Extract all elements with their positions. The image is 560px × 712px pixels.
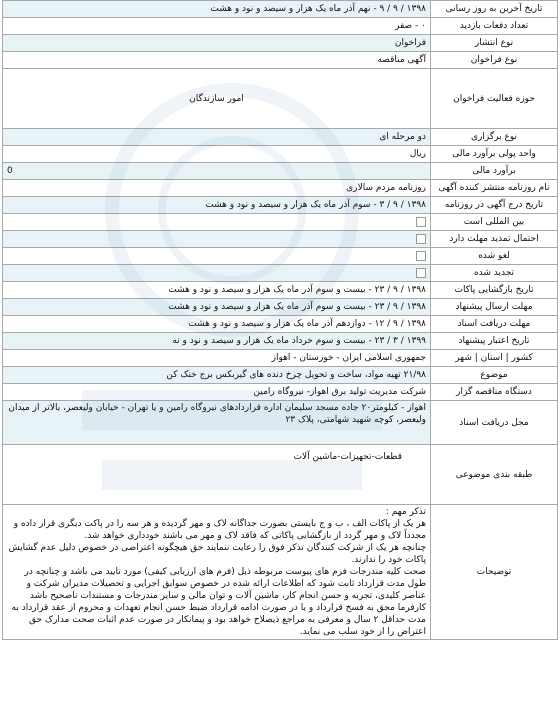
label-submission-deadline: مهلت ارسال پیشنهاد — [431, 299, 558, 316]
label-estimate: برآورد مالی — [431, 163, 558, 180]
value-submission-deadline: ۱۳۹۸ / ۹ / ۲۳ - بیست و سوم آذر ماه یک هزار و سیصد و نود و هشت — [3, 299, 431, 316]
value-renewed-cell — [3, 265, 431, 282]
label-opening-date: تاریخ بازگشایی پاکات — [431, 282, 558, 299]
value-category: قطعات-تجهیزات-ماشین آلات — [3, 445, 431, 505]
label-subject: موضوع — [431, 367, 558, 384]
value-doc-address: اهواز - کیلومتر۲۰ جاده مسجد سلیمان اداره قراردادهای نیروگاه رامین و یا تهران - خیابان ولیعصر، بالاتر از میدان ولیعصر، کوچه شهید شهامتی، پلاک ۲۳ — [3, 401, 431, 445]
row-publish-type — [3, 35, 558, 52]
row-call-type — [3, 52, 558, 69]
row-opening-date — [3, 282, 558, 299]
row-submission-deadline — [3, 299, 558, 316]
value-newspaper: روزنامه مردم سالاری — [3, 180, 431, 197]
value-activity-domain: امور سازندگان — [3, 69, 431, 129]
label-call-type: نوع فراخوان — [431, 52, 558, 69]
value-organizer: شرکت مدیریت تولید برق اهواز- نیروگاه رامین — [3, 384, 431, 401]
value-call-type: آگهی مناقصه — [3, 52, 431, 69]
label-international: بین المللی است — [431, 214, 558, 231]
label-renewed: تجدید شده — [431, 265, 558, 282]
row-document-deadline — [3, 316, 558, 333]
international-checkbox[interactable] — [416, 217, 426, 227]
label-category: طبقه بندی موضوعی — [431, 445, 558, 505]
description-paragraph: چنانچه هر یک از شرکت کنندگان تذکر فوق را رعایت ننمایند حق هیچگونه اعتراضی در خصوص دلیل عدم گشایش پاکات خود را ندارند. — [8, 543, 426, 565]
row-extension — [3, 231, 558, 248]
value-cancelled-cell — [3, 248, 431, 265]
label-publish-date: تاریخ آخرین به روز رسانی — [431, 1, 558, 18]
row-renewed — [3, 265, 558, 282]
row-organizer — [3, 384, 558, 401]
row-estimate — [3, 163, 558, 180]
row-newspaper-date — [3, 197, 558, 214]
label-doc-address: محل دریافت اسناد — [431, 401, 558, 445]
value-subject: ۲۱/۹۸ تهیه مواد، ساخت و تحویل چرخ دنده های گیربکس برج خنک کن — [3, 367, 431, 384]
value-newspaper-date: ۱۳۹۸ / ۹ / ۳ - سوم آذر ماه یک هزار و سیصد و نود و هشت — [3, 197, 431, 214]
label-currency: واحد پولی برآورد مالی — [431, 146, 558, 163]
value-publish-type: فراخوان — [3, 35, 431, 52]
label-newspaper-date: تاریخ درج آگهی در روزنامه — [431, 197, 558, 214]
label-activity-domain: حوزه فعالیت فراخوان — [431, 69, 558, 129]
value-visit-count: ۰ - صفر — [3, 18, 431, 35]
value-currency: ریال — [3, 146, 431, 163]
row-validity-date — [3, 333, 558, 350]
renewed-checkbox[interactable] — [416, 268, 426, 278]
info-table — [2, 0, 558, 640]
description-paragraph: هر یک از پاکات الف ، ب و ج بایستی بصورت جداگانه لاک و مهر گردیده و هر سه را در پاکت دیگری قرار داده و مجدداً لاک و مهر گردد از بازگشایی پاکاتی که فاقد لاک و مهر می باشند خودداری خواهد شد. — [13, 519, 426, 541]
row-cancelled — [3, 248, 558, 265]
description-paragraph: صحت کلیه مندرجات فرم های پیوست مربوطه ذیل (فرم های ارزیابی کیفی) مورد تایید می باشد و چنانچه در طول مدت قرارداد ثابت شود که اطلاعات ارائه شده در خصوص سوابق اجرایی و تحصیلات مدیران شرکت و عناصر کلیدی، تجربه و حسن انجام کار، ماشین آلات و توان مالی و سایر مندرجات و مستندات ناصحیح باشد کارفرما محق به فسخ قرارداد و یا در صورت ادامه قرارداد ضبط حسن انجام تعهدات و محروم از عقد قرارداد به مدت حداقل ۲ سال و معرفی به مراجع ذیصلاح خواهد بود و پیمانکار در صورت عدم اثبات صحت مدارک حق اعتراض را از خود سلب می نماید. — [11, 567, 426, 637]
cancelled-checkbox[interactable] — [416, 251, 426, 261]
extension-checkbox[interactable] — [416, 234, 426, 244]
row-currency — [3, 146, 558, 163]
label-validity-date: تاریخ اعتبار پیشنهاد — [431, 333, 558, 350]
value-extension-cell — [3, 231, 431, 248]
description-paragraph: تذکر مهم : — [385, 507, 426, 517]
label-extension: احتمال تمدید مهلت دارد — [431, 231, 558, 248]
value-publish-date: ۱۳۹۸ / ۹ / ۹ - نهم آذر ماه یک هزار و سیصد و نود و هشت — [3, 1, 431, 18]
value-location: جمهوری اسلامی ایران - خوزستان - اهواز — [3, 350, 431, 367]
label-visit-count: تعداد دفعات بازدید — [431, 18, 558, 35]
row-newspaper — [3, 180, 558, 197]
value-opening-date: ۱۳۹۸ / ۹ / ۲۳ - بیست و سوم آذر ماه یک هزار و سیصد و نود و هشت — [3, 282, 431, 299]
value-estimate: 0 — [3, 163, 431, 180]
label-organizer: دستگاه مناقصه گزار — [431, 384, 558, 401]
row-international — [3, 214, 558, 231]
label-newspaper: نام روزنامه منتشر کننده آگهی — [431, 180, 558, 197]
row-description — [3, 505, 558, 640]
value-description — [3, 505, 431, 640]
label-description: توضیحات — [431, 505, 558, 640]
label-publish-type: نوع انتشار — [431, 35, 558, 52]
label-cancelled: لغو شده — [431, 248, 558, 265]
row-hold-type — [3, 129, 558, 146]
value-document-deadline: ۱۳۹۸ / ۹ / ۱۲ - دوازدهم آذر ماه یک هزار و سیصد و نود و هشت — [3, 316, 431, 333]
row-subject — [3, 367, 558, 384]
row-location — [3, 350, 558, 367]
value-international-cell — [3, 214, 431, 231]
label-hold-type: نوع برگزاری — [431, 129, 558, 146]
row-category — [3, 445, 558, 505]
value-validity-date: ۱۳۹۹ / ۳ / ۲۳ - بیست و سوم خرداد ماه یک هزار و سیصد و نود و نه — [3, 333, 431, 350]
label-document-deadline: مهلت دریافت اسناد — [431, 316, 558, 333]
row-activity-domain — [3, 69, 558, 129]
value-hold-type: دو مرحله ای — [3, 129, 431, 146]
label-location: کشور | استان | شهر — [431, 350, 558, 367]
tender-details — [2, 0, 558, 640]
row-publish-date — [3, 1, 558, 18]
row-visit-count — [3, 18, 558, 35]
row-doc-address — [3, 401, 558, 445]
